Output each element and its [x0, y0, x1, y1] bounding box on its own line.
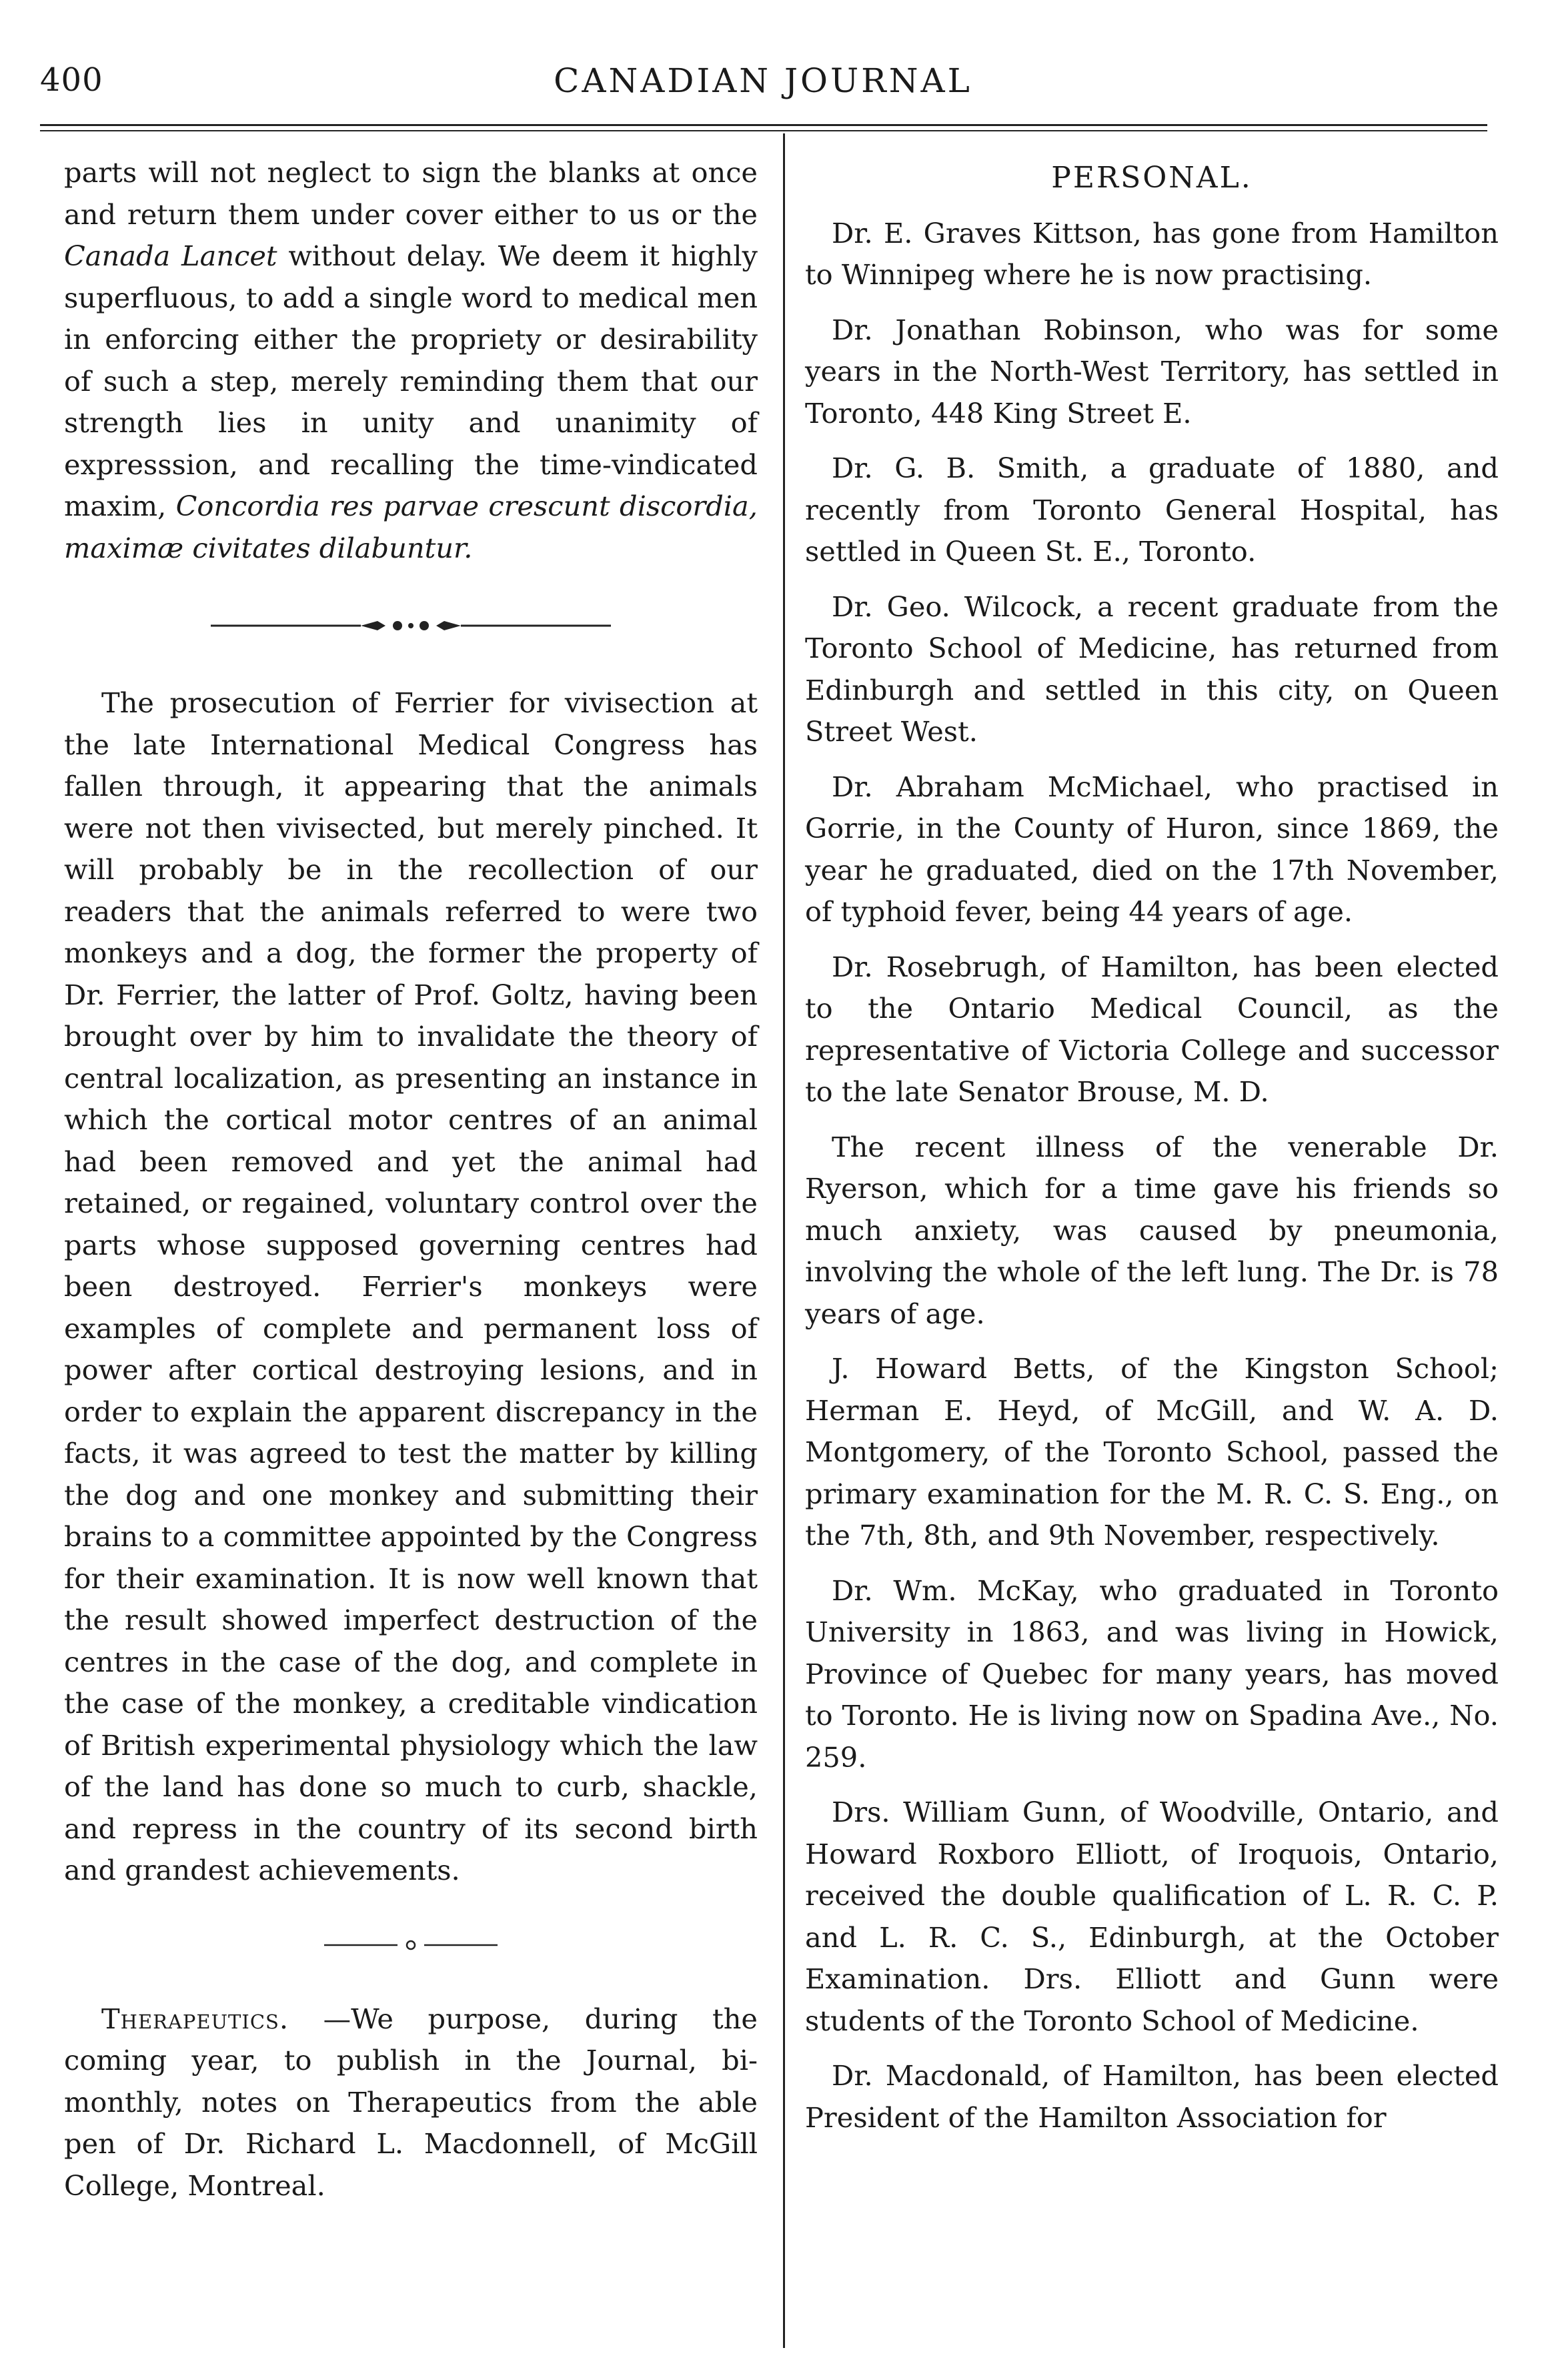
- personal-item: Dr. E. Graves Kittson, has gone from Hamilton to Winnipeg where he is now practising.: [805, 216, 1499, 291]
- small-ornament-icon: [324, 1938, 498, 1952]
- personal-item: Drs. William Gunn, of Woodville, Ontario, and Howard Roxboro Elliott, of Iroquois, Ontario, received the double qualification of L. R. C. P. and L. R. C. S., Edinburgh, at the October Examination. Drs. Elliott and Gunn were students of the Toronto School of Medicine.: [805, 1796, 1499, 2037]
- right-column: [805, 152, 1499, 2152]
- personal-item: The recent illness of the venerable Dr. Ryerson, which for a time gave his friends so much anxiety, was caused by pneumonia, involving the whole of the left lung. The Dr. is 78 years of age.: [805, 1130, 1499, 1330]
- personal-item: J. Howard Betts, of the Kingston School; Herman E. Heyd, of McGill, and W. A. D. Montgomery, of the Toronto School, passed the primary examination for the M. R. C. S. Eng., on the 7th, 8th, and 9th November, respectively.: [805, 1352, 1499, 1552]
- running-title: CANADIAN JOURNAL: [554, 61, 972, 100]
- ferrier-paragraph: The prosecution of Ferrier for vivisection at the late International Medical Congress has fallen through, it appearing that the animals were not then vivisected, but merely pinched. It will probably be in the recollection of our readers that the animals referred to were two monkeys and a dog, the former the property of Dr. Ferrier, the latter of Prof. Goltz, having been brought over by him to invalidate the theory of central localization, as presenting an instance in which the cortical motor centres of an animal had been removed and yet the animal had retained, or regained, voluntary control over the parts whose supposed governing centres had been destroyed. Ferrier's monkeys were examples of complete and permanent loss of power after cortical destroying lesions, and in order to explain the apparent discrepancy in the facts, it was agreed to test the matter by killing the dog and one monkey and submitting their brains to a committee appointed by the Congress for their examination. It is now well known that the result showed imperfect destruction of the centres in the case of the dog, and complete in the case of the monkey, a creditable vindication of British experimental physiology which the law of the land has done so much to curb, shackle, and repress in the country of its second birth and grandest achievements.: [64, 686, 758, 1886]
- personal-item: Dr. G. B. Smith, a graduate of 1880, and recently from Toronto General Hospital, has settled in Queen St. E., Toronto.: [805, 452, 1499, 568]
- journal-name: Canada Lancet: [64, 239, 277, 272]
- page-header: [40, 61, 1486, 108]
- personal-item: Dr. Macdonald, of Hamilton, has been elected President of the Hamilton Association for: [805, 2059, 1499, 2134]
- therapeutics-paragraph: Therapeutics. —We purpose, during the coming year, to publish in the Journal, bi-monthly, notes on Therapeutics from the able pen of Dr. Richard L. Macdonnell, of McGill College, Montreal.: [64, 2002, 758, 2202]
- section-ornament-2: [64, 1892, 758, 1998]
- therapeutics-lead: Therapeutics.: [101, 2002, 289, 2035]
- page-number: 400: [40, 61, 103, 99]
- personal-item: Dr. Geo. Wilcock, a recent graduate from the Toronto School of Medicine, has returned from Edinburgh and settled in this city, on Queen Street West.: [805, 590, 1499, 748]
- section-ornament: [64, 569, 758, 682]
- continuation-paragraph: parts will not neglect to sign the blanks at once and return them under cover either to us or the Canada Lancet without delay. We deem it highly superfluous, to add a single word to medical men in enforcing either the propriety or desirability of such a step, merely reminding them that our strength lies in unity and unanimity of expresssion, and recalling the time-vindicated maxim, Concordia res parvae crescunt discordia, maximæ civitates dilabuntur.: [64, 156, 758, 564]
- column-divider: [783, 133, 785, 2348]
- personal-item: Dr. Rosebrugh, of Hamilton, has been elected to the Ontario Medical Council, as the representative of Victoria College and successor to the late Senator Brouse, M. D.: [805, 950, 1499, 1108]
- personal-item: Dr. Abraham McMichael, who practised in Gorrie, in the County of Huron, since 1869, the year he graduated, died on the 17th November, of typhoid fever, being 44 years of age.: [805, 770, 1499, 928]
- header-rule-bottom: [40, 130, 1487, 131]
- header-rule-top: [40, 124, 1487, 126]
- left-column: [64, 152, 758, 2207]
- personal-heading: PERSONAL.: [1051, 161, 1253, 195]
- ornamental-rule-icon: [211, 616, 611, 636]
- personal-item: Dr. Jonathan Robinson, who was for some years in the North-West Territory, has settled in Toronto, 448 King Street E.: [805, 313, 1499, 430]
- latin-maxim: Concordia res parvae crescunt discordia, maximæ civitates dilabuntur.: [64, 490, 758, 564]
- personal-item: Dr. Wm. McKay, who graduated in Toronto University in 1863, and was living in Howick, Province of Quebec for many years, has moved to Toronto. He is living now on Spadina Ave., No. 259.: [805, 1574, 1499, 1774]
